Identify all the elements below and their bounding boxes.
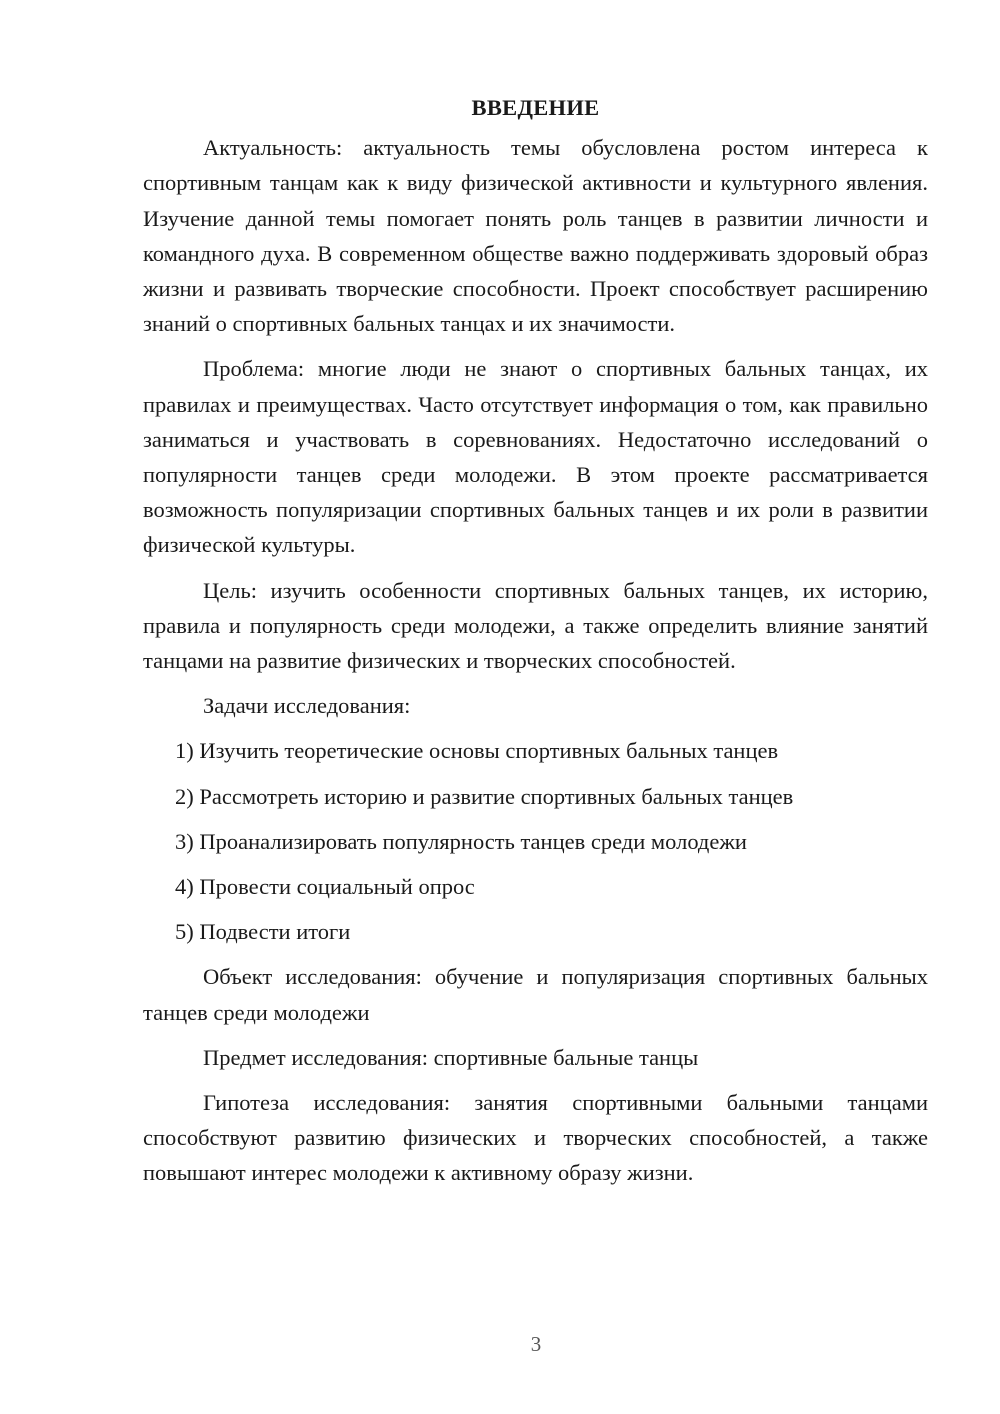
page-number: 3	[530, 1332, 542, 1356]
list-item: 2) Рассмотреть историю и развитие спортивных бальных танцев	[175, 783, 794, 809]
problem-paragraph: Проблема: многие люди не знают о спортивных бальных танцах, их правилах и преимуществах. Часто отсутствует информация о том, как правильно заниматься и участвовать в соревнованиях. Недостаточно исследований о популярности танцев среди молодежи. В этом проекте рассматривается возможность популяризации спортивных бальных танцев и их роли в развитии физической культуры.	[143, 356, 928, 558]
subject-paragraph: Предмет исследования: спортивные бальные танцы	[203, 1044, 699, 1070]
list-item: 1) Изучить теоретические основы спортивных бальных танцев	[175, 738, 779, 764]
list-item: 4) Провести социальный опрос	[175, 874, 475, 900]
goal-paragraph: Цель: изучить особенности спортивных бальных танцев, их историю, правила и популярность среди молодежи, а также определить влияние занятий танцами на развитие физических и творческих способностей.	[143, 577, 928, 674]
document-page	[143, 90, 928, 1201]
relevance-paragraph: Актуальность: актуальность темы обусловлена ростом интереса к спортивным танцам как к виду физической активности и культурного явления. Изучение данной темы помогает понять роль танцев в развитии личности и командного духа. В современном обществе важно поддерживать здоровый образ жизни и развивать творческие способности. Проект способствует расширению знаний о спортивных бальных танцах и их значимости.	[143, 135, 928, 337]
tasks-list	[143, 733, 928, 949]
tasks-heading: Задачи исследования:	[203, 693, 411, 719]
hypothesis-paragraph: Гипотеза исследования: занятия спортивными бальными танцами способствуют развитию физических и творческих способностей, а также повышают интерес молодежи к активному образу жизни.	[143, 1090, 928, 1186]
list-item: 3) Проанализировать популярность танцев среди молодежи	[175, 828, 747, 854]
page-title: ВВЕДЕНИЕ	[471, 95, 600, 120]
object-paragraph: Объект исследования: обучение и популяризация спортивных бальных танцев среди молодежи	[143, 964, 928, 1025]
list-item: 5) Подвести итоги	[175, 919, 351, 945]
